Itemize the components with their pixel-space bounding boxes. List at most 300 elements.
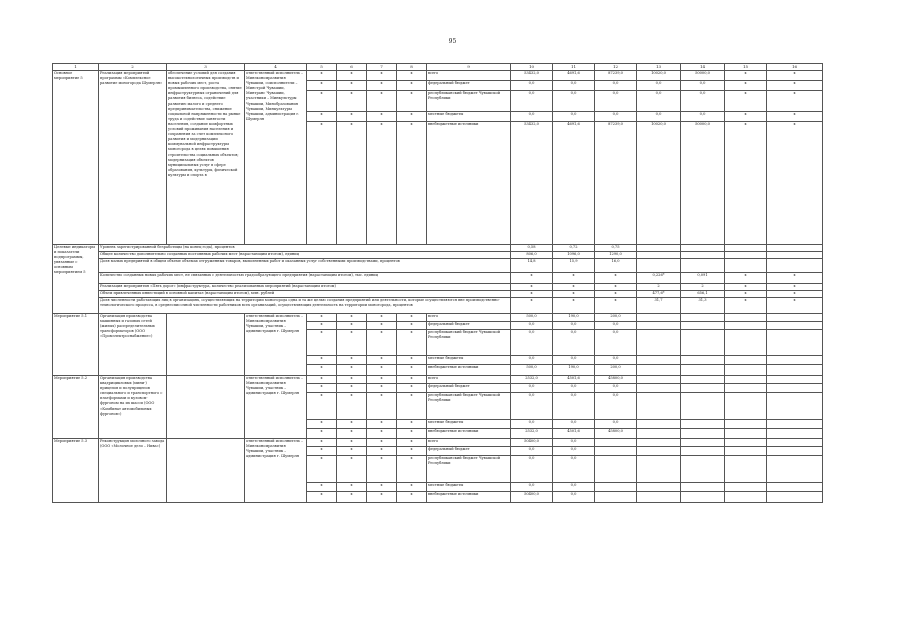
value-cell: 0,0 (511, 384, 553, 393)
indicator-row (53, 298, 823, 314)
empty-cell (725, 365, 767, 376)
indicator-value: 14,8 (511, 259, 553, 273)
code-cell: x (367, 376, 397, 384)
empty-cell (725, 492, 767, 503)
code-cell: x (337, 483, 367, 492)
indicator-text: Общее количество дополнительно созданных постоянных рабочих мест (нарастающим итогом), единиц (99, 252, 511, 259)
empty-cell (725, 429, 767, 439)
value-cell: 53432,0 (511, 71, 553, 81)
funding-source: внебюджетные источники (427, 365, 511, 376)
empty-cell (637, 492, 681, 503)
value-cell: 0,0 (553, 91, 595, 112)
value-cell: 87239,0 (595, 71, 637, 81)
indicator-value: 0,091 (681, 273, 725, 284)
code-cell: x (307, 483, 337, 492)
code-cell: x (337, 330, 367, 356)
code-cell: x (367, 393, 397, 420)
funding-source: внебюджетные источники (427, 492, 511, 503)
value-cell: 0,0 (681, 91, 725, 112)
value-cell: 0,0 (637, 112, 681, 122)
indicator-value: x (595, 298, 637, 314)
indicator-value: x (725, 298, 767, 314)
empty-cell (725, 483, 767, 492)
code-cell: x (397, 420, 427, 429)
code-cell: x (307, 447, 337, 456)
value-cell: 190,0 (553, 314, 595, 322)
indicator-value: x (553, 291, 595, 298)
code-cell: x (397, 365, 427, 376)
indicator-value (637, 259, 681, 273)
empty-cell (637, 483, 681, 492)
value-cell: 0,0 (553, 492, 595, 503)
indicator-value: x (595, 284, 637, 291)
measure-label: Мероприятие 5.2 (53, 376, 99, 439)
funding-source: республиканский бюджет Чувашской Республики (427, 330, 511, 356)
empty-cell (637, 330, 681, 356)
value-cell: 200,0 (595, 365, 637, 376)
value-cell: 0,0 (511, 483, 553, 492)
empty-cell (681, 322, 725, 330)
code-cell: x (307, 314, 337, 322)
value-cell: 0,0 (511, 420, 553, 429)
indicator-value: x (767, 298, 823, 314)
empty-cell (681, 483, 725, 492)
value-cell: 0,0 (511, 356, 553, 365)
indicator-value: x (553, 284, 595, 291)
funding-source: местные бюджеты (427, 112, 511, 122)
empty-cell (681, 429, 725, 439)
code-cell: x (307, 429, 337, 439)
empty-cell (637, 314, 681, 322)
empty-cell (637, 447, 681, 456)
empty-cell (725, 384, 767, 393)
value-cell: 0,0 (595, 112, 637, 122)
value-cell: 0,0 (595, 393, 637, 420)
value-cell: 0,0 (553, 420, 595, 429)
value-cell: 87239,0 (595, 122, 637, 245)
empty-cell (637, 376, 681, 384)
funding-source: республиканский бюджет Чувашской Республики (427, 456, 511, 483)
indicator-value (767, 245, 823, 252)
empty-cell (767, 365, 823, 376)
empty-cell (725, 322, 767, 330)
empty-cell (767, 376, 823, 384)
code-cell: x (307, 71, 337, 81)
indicator-value: x (595, 291, 637, 298)
value-cell: 50000,0 (681, 71, 725, 81)
indicator-value: 2 (681, 284, 725, 291)
empty-cell (681, 456, 725, 483)
funding-source: всего (427, 314, 511, 322)
code-cell: x (337, 492, 367, 503)
funding-source: всего (427, 71, 511, 81)
code-cell: x (367, 314, 397, 322)
empty-cell (681, 447, 725, 456)
code-cell: x (397, 71, 427, 81)
value-cell (595, 483, 637, 492)
indicator-value: 2 (637, 284, 681, 291)
indicator-value: 31,3 (681, 298, 725, 314)
code-cell: x (307, 420, 337, 429)
empty-cell (767, 330, 823, 356)
indicator-value: 15,9 (553, 259, 595, 273)
empty-cell (637, 420, 681, 429)
value-cell: 50400,0 (511, 492, 553, 503)
code-cell: x (367, 365, 397, 376)
measure-goals (167, 439, 245, 503)
empty-cell (637, 439, 681, 447)
empty-cell (681, 365, 725, 376)
code-cell: x (307, 492, 337, 503)
code-cell: x (307, 356, 337, 365)
empty-cell (725, 456, 767, 483)
empty-cell (767, 439, 823, 447)
measure-executor: ответственный исполнитель – Минэкономразвития Чувашии, соисполнители – Минстрой Чувашии, Минтранс Чувашии, участники – Минкультуры Чувашии, Минобразования Чувашии, Минкультуры Чувашии, администрация г. Шумерля (245, 71, 307, 245)
code-cell: x (397, 356, 427, 365)
indicator-value: 477,6* (637, 291, 681, 298)
value-cell: x (767, 91, 823, 112)
value-cell: 0,0 (511, 393, 553, 420)
column-header: 14 (681, 64, 725, 71)
value-cell: 0,0 (511, 447, 553, 456)
empty-cell (767, 429, 823, 439)
value-cell: 0,0 (511, 456, 553, 483)
code-cell: x (337, 393, 367, 420)
value-cell: 0,0 (595, 330, 637, 356)
measure-executor: ответственный исполнитель – Минэкономразвития Чувашии, участник – администрация г. Шумерля (245, 439, 307, 503)
code-cell: x (367, 447, 397, 456)
value-cell (595, 447, 637, 456)
empty-cell (681, 356, 725, 365)
table-row (53, 439, 823, 447)
column-header: 10 (511, 64, 553, 71)
indicator-row (53, 252, 823, 259)
column-header: 12 (595, 64, 637, 71)
code-cell: x (337, 384, 367, 393)
empty-cell (725, 376, 767, 384)
column-header: 15 (725, 64, 767, 71)
code-cell: x (397, 447, 427, 456)
code-cell: x (367, 330, 397, 356)
empty-cell (767, 483, 823, 492)
value-cell: 0,0 (553, 384, 595, 393)
code-cell: x (307, 365, 337, 376)
page-number: 95 (448, 38, 457, 45)
empty-cell (681, 420, 725, 429)
measure-name: Реконструкция молочного завода (ООО «Молочное дело – Нива») (99, 439, 167, 503)
column-header: 7 (367, 64, 397, 71)
empty-cell (767, 322, 823, 330)
code-cell: x (397, 330, 427, 356)
value-cell: 4501,6 (553, 429, 595, 439)
code-cell: x (397, 112, 427, 122)
column-header: 5 (307, 64, 337, 71)
indicator-value: 1290,0 (595, 252, 637, 259)
indicator-row (53, 291, 823, 298)
measure-name: Реализация мероприятий программы «Комплексное развитие моногорода Шумерля» (99, 71, 167, 245)
funding-source: внебюджетные источники (427, 122, 511, 245)
column-header: 9 (427, 64, 511, 71)
funding-source: республиканский бюджет Чувашской Республики (427, 393, 511, 420)
code-cell: x (337, 71, 367, 81)
value-cell: 4691,6 (553, 122, 595, 245)
empty-cell (767, 393, 823, 420)
indicator-value (681, 252, 725, 259)
indicators-label: Целевые индикаторы и показатели подпрограммы, увязанные с основным мероприятием 5 (53, 245, 99, 314)
funding-source: всего (427, 376, 511, 384)
empty-cell (637, 456, 681, 483)
code-cell: x (337, 81, 367, 91)
code-cell: x (397, 91, 427, 112)
indicator-text: Доля численности работающих лиц в организациях, осуществляющих на территории моногорода одна и та же целью создания предприятий или деятельности, которые осуществляются вне производственно-технологического процесса, в среднесписочной численности работников всех организаций, осуществляющих деятельность на территории моногорода, процентов (99, 298, 511, 314)
value-cell: x (767, 112, 823, 122)
code-cell: x (337, 420, 367, 429)
indicator-value: x (511, 291, 553, 298)
indicator-row (53, 284, 823, 291)
value-cell: 190,0 (553, 365, 595, 376)
indicator-value: 0,75 (595, 245, 637, 252)
empty-cell (681, 393, 725, 420)
indicator-value (725, 259, 767, 273)
measure-executor: ответственный исполнитель – Минэкономразвития Чувашии, участник – администрация г. Шумерля (245, 314, 307, 376)
empty-cell (767, 356, 823, 365)
value-cell: 50000,0 (681, 122, 725, 245)
funding-source: внебюджетные источники (427, 429, 511, 439)
code-cell: x (367, 122, 397, 245)
code-cell: x (397, 376, 427, 384)
value-cell: 50400,0 (511, 439, 553, 447)
table-row (53, 71, 823, 81)
indicator-text: Объем привлеченных инвестиций в основной капитал (нарастающим итогом), млн. рублей (99, 291, 511, 298)
value-cell: 0,0 (511, 330, 553, 356)
value-cell: x (725, 71, 767, 81)
value-cell (595, 456, 637, 483)
code-cell: x (367, 483, 397, 492)
value-cell: 0,0 (595, 322, 637, 330)
value-cell: 0,0 (553, 447, 595, 456)
empty-cell (637, 384, 681, 393)
code-cell: x (337, 456, 367, 483)
empty-cell (767, 447, 823, 456)
value-cell: 0,0 (553, 456, 595, 483)
value-cell: 0,0 (511, 112, 553, 122)
code-cell: x (337, 356, 367, 365)
funding-source: местные бюджеты (427, 420, 511, 429)
empty-cell (681, 376, 725, 384)
code-cell: x (367, 456, 397, 483)
indicator-value: 1096,0 (553, 252, 595, 259)
indicator-value (681, 245, 725, 252)
column-header: 8 (397, 64, 427, 71)
indicator-value: 0,226* (637, 273, 681, 284)
indicator-value: 0,72 (553, 245, 595, 252)
value-cell: 0,0 (511, 91, 553, 112)
value-cell: x (725, 81, 767, 91)
value-cell (595, 492, 637, 503)
code-cell: x (397, 429, 427, 439)
code-cell: x (367, 81, 397, 91)
measure-goals (167, 376, 245, 439)
indicator-value: 806,0 (511, 252, 553, 259)
value-cell: 0,0 (637, 91, 681, 112)
code-cell: x (367, 420, 397, 429)
value-cell: 0,0 (553, 356, 595, 365)
empty-cell (767, 420, 823, 429)
value-cell: 2532,0 (511, 429, 553, 439)
value-cell: 45800,0 (595, 376, 637, 384)
code-cell: x (367, 71, 397, 81)
code-cell: x (397, 81, 427, 91)
funding-source: местные бюджеты (427, 483, 511, 492)
empty-cell (681, 384, 725, 393)
value-cell: x (767, 71, 823, 81)
value-cell: 0,0 (681, 81, 725, 91)
code-cell: x (337, 322, 367, 330)
code-cell: x (367, 384, 397, 393)
indicator-value: x (511, 273, 553, 284)
indicator-value: x (511, 298, 553, 314)
funding-source: федеральный бюджет (427, 81, 511, 91)
code-cell: x (367, 91, 397, 112)
indicator-text: Реализация мероприятия «Пять дорог» (инфраструктура, количество реализованных мероприятий (нарастающим итогом) (99, 284, 511, 291)
code-cell: x (337, 112, 367, 122)
indicator-value (681, 259, 725, 273)
value-cell: 53432,0 (511, 122, 553, 245)
code-cell: x (337, 429, 367, 439)
code-cell: x (307, 122, 337, 245)
value-cell: 0,0 (511, 322, 553, 330)
empty-cell (725, 330, 767, 356)
indicator-value: 656,1 (681, 291, 725, 298)
column-header: 11 (553, 64, 595, 71)
empty-cell (767, 456, 823, 483)
empty-cell (681, 314, 725, 322)
indicator-value: 31,7 (637, 298, 681, 314)
value-cell: 0,0 (595, 420, 637, 429)
value-cell: 2532,0 (511, 376, 553, 384)
value-cell: 4691,6 (553, 71, 595, 81)
column-header-row (53, 64, 823, 71)
indicator-value: x (553, 273, 595, 284)
value-cell: x (767, 122, 823, 245)
code-cell: x (307, 456, 337, 483)
empty-cell (725, 447, 767, 456)
indicator-text: Уровень зарегистрированной безработицы (на конец года), процентов (99, 245, 511, 252)
indicator-value (637, 245, 681, 252)
code-cell: x (307, 384, 337, 393)
value-cell: 10020,0 (637, 122, 681, 245)
indicator-value: x (767, 284, 823, 291)
indicator-text: Количество созданных новых рабочих мест, не связанных с деятельностью градообразующего предприятия (нарастающим итогом), тыс. единиц (99, 273, 511, 284)
code-cell: x (337, 365, 367, 376)
empty-cell (637, 356, 681, 365)
empty-cell (637, 365, 681, 376)
value-cell: 0,0 (553, 483, 595, 492)
value-cell: 0,0 (637, 81, 681, 91)
value-cell: 0,0 (553, 112, 595, 122)
code-cell: x (397, 393, 427, 420)
code-cell: x (367, 492, 397, 503)
code-cell: x (397, 322, 427, 330)
code-cell: x (307, 439, 337, 447)
indicator-value (637, 252, 681, 259)
empty-cell (725, 420, 767, 429)
measure-label: Основное мероприятие 5 (53, 71, 99, 245)
code-cell: x (307, 322, 337, 330)
empty-cell (637, 322, 681, 330)
value-cell: 500,0 (511, 314, 553, 322)
indicator-text: Доля малых предприятий в общем объеме объемах отгруженных товаров, выполненных работ и оказанных услуг собственными производствами, процентов (99, 259, 511, 273)
code-cell: x (367, 439, 397, 447)
indicator-value (767, 259, 823, 273)
value-cell: 4501,6 (553, 376, 595, 384)
funding-source: местные бюджеты (427, 356, 511, 365)
code-cell: x (337, 91, 367, 112)
measure-label: Мероприятие 5.3 (53, 439, 99, 503)
code-cell: x (397, 439, 427, 447)
empty-cell (725, 439, 767, 447)
code-cell: x (337, 439, 367, 447)
code-cell: x (337, 122, 367, 245)
indicator-value: x (553, 298, 595, 314)
indicator-value: x (725, 273, 767, 284)
value-cell: 0,0 (595, 81, 637, 91)
empty-cell (681, 439, 725, 447)
column-header: 16 (767, 64, 823, 71)
code-cell: x (397, 456, 427, 483)
code-cell: x (307, 91, 337, 112)
value-cell: 10020,0 (637, 71, 681, 81)
code-cell: x (397, 492, 427, 503)
code-cell: x (367, 429, 397, 439)
indicator-value: x (595, 273, 637, 284)
code-cell: x (397, 483, 427, 492)
value-cell (595, 439, 637, 447)
column-header: 13 (637, 64, 681, 71)
empty-cell (637, 429, 681, 439)
indicator-value: x (725, 291, 767, 298)
indicator-value (725, 245, 767, 252)
indicator-row (53, 245, 823, 252)
measure-name: Организация производства машинных и газовых сетей (жилых) распределительных трансформаторов (ООО «Промэлектроснабжение») (99, 314, 167, 376)
value-cell: 0,0 (553, 81, 595, 91)
code-cell: x (337, 314, 367, 322)
indicator-row (53, 259, 823, 273)
measure-label: Мероприятие 5.1 (53, 314, 99, 376)
value-cell: x (725, 122, 767, 245)
funding-source: всего (427, 439, 511, 447)
code-cell: x (397, 122, 427, 245)
code-cell: x (337, 447, 367, 456)
value-cell: 0,0 (553, 393, 595, 420)
indicator-value: x (511, 284, 553, 291)
measure-name: Организация производства квадрицикловых (мини-) прицепов и полуприцепов специального и транспортного с платформами и кузовом-фургоном на их шасси (ООО «Комбинат автомобильных фургонов») (99, 376, 167, 439)
code-cell: x (307, 330, 337, 356)
indicator-value (725, 252, 767, 259)
empty-cell (681, 330, 725, 356)
empty-cell (767, 384, 823, 393)
measure-goals (167, 314, 245, 376)
column-header: 1 (53, 64, 99, 71)
empty-cell (725, 356, 767, 365)
empty-cell (637, 393, 681, 420)
column-header: 6 (337, 64, 367, 71)
indicator-row (53, 273, 823, 284)
value-cell: 0,0 (681, 112, 725, 122)
empty-cell (767, 314, 823, 322)
empty-cell (725, 393, 767, 420)
code-cell: x (367, 322, 397, 330)
